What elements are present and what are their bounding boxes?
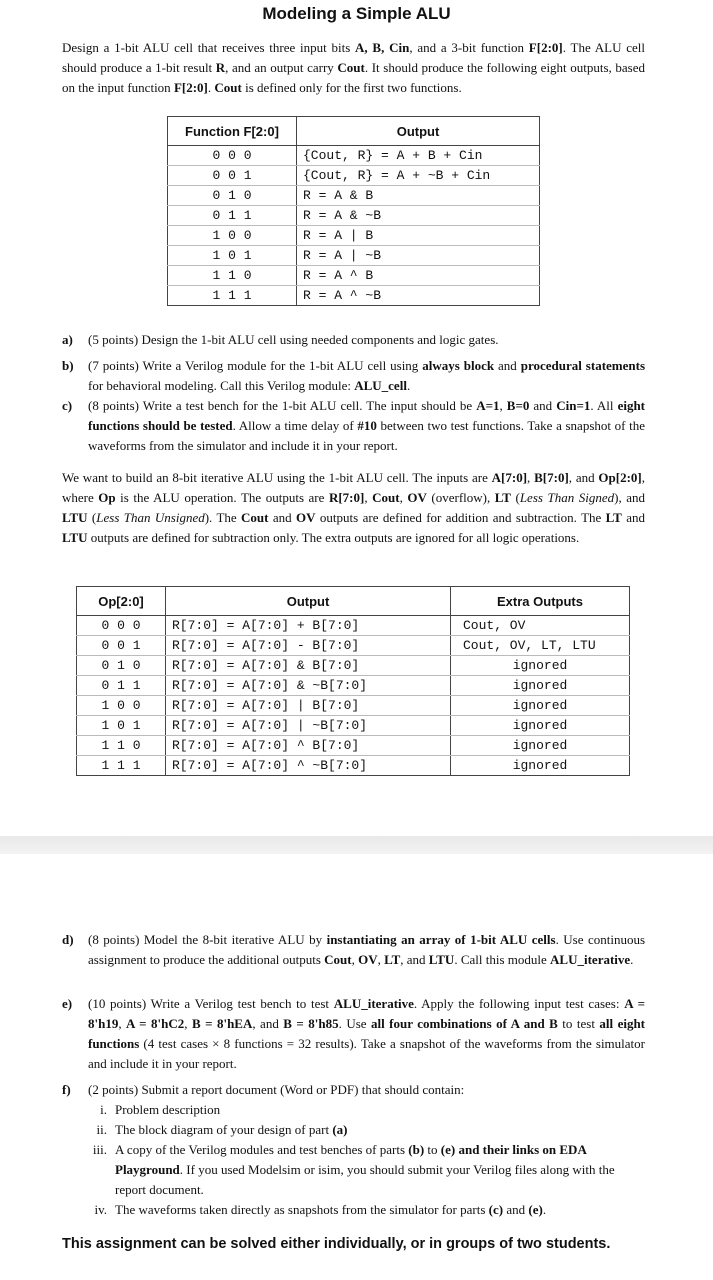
question-a: [62, 330, 645, 350]
table-row: [168, 286, 540, 306]
extra-outputs: ignored: [451, 676, 630, 696]
function-code: 0 1 0: [168, 186, 297, 206]
question-label: b): [62, 358, 74, 373]
op-code: 1 1 0: [77, 736, 166, 756]
table-row: [77, 736, 630, 756]
report-item-text: The waveforms taken directly as snapshots from the simulator for parts (c) and (e).: [115, 1202, 547, 1217]
function-table: [167, 116, 540, 306]
function-output: R = A | B: [297, 226, 540, 246]
op-output: R[7:0] = A[7:0] ^ ~B[7:0]: [166, 756, 451, 776]
op-code: 0 0 0: [77, 616, 166, 636]
table-header-row: [77, 587, 630, 616]
extra-outputs: ignored: [451, 656, 630, 676]
function-output: R = A | ~B: [297, 246, 540, 266]
table-row: [77, 616, 630, 636]
question-text: (5 points) Design the 1-bit ALU cell using needed components and logic gates.: [88, 332, 499, 347]
table-row: [77, 756, 630, 776]
function-code: 1 0 0: [168, 226, 297, 246]
function-code: 0 0 0: [168, 146, 297, 166]
table-row: [77, 656, 630, 676]
question-label: a): [62, 332, 73, 347]
function-output: {Cout, R} = A + B + Cin: [297, 146, 540, 166]
report-item-i: [85, 1100, 645, 1120]
question-d: [62, 930, 645, 970]
function-code: 1 1 0: [168, 266, 297, 286]
question-label: c): [62, 398, 73, 413]
table-row: [168, 226, 540, 246]
question-label: d): [62, 932, 74, 947]
question-e: [62, 994, 645, 1074]
op-code: 1 1 1: [77, 756, 166, 776]
op-code: 1 0 1: [77, 716, 166, 736]
op-output: R[7:0] = A[7:0] & B[7:0]: [166, 656, 451, 676]
extra-outputs: Cout, OV, LT, LTU: [451, 636, 630, 656]
op-code: 1 0 0: [77, 696, 166, 716]
op-output: R[7:0] = A[7:0] + B[7:0]: [166, 616, 451, 636]
extra-outputs: ignored: [451, 736, 630, 756]
column-header: Function F[2:0]: [168, 117, 297, 146]
op-output: R[7:0] = A[7:0] & ~B[7:0]: [166, 676, 451, 696]
question-f: [62, 1080, 645, 1100]
question-b: [62, 356, 645, 396]
table-row: [168, 186, 540, 206]
column-header: Output: [166, 587, 451, 616]
extra-outputs: ignored: [451, 696, 630, 716]
op-output: R[7:0] = A[7:0] - B[7:0]: [166, 636, 451, 656]
function-output: R = A & ~B: [297, 206, 540, 226]
report-item-iii: [85, 1140, 645, 1200]
page-title: Modeling a Simple ALU: [262, 4, 451, 23]
iterative-alu-paragraph: We want to build an 8-bit iterative ALU using the 1-bit ALU cell. The inputs are A[7:0], B[7:0], and Op[2:0], where Op is the ALU operation. The outputs are R[7:0], Cout, OV (overflow), LT (Less Than Signed), and LTU (Less Than Unsigned). The Cout and OV outputs are defined for addition and subtraction. The LT and LTU outputs are defined for subtraction only. The extra outputs are ignored for all logic operations.: [62, 470, 646, 545]
operation-table: [76, 586, 630, 776]
table-row: [77, 716, 630, 736]
question-text: (8 points) Write a test bench for the 1-bit ALU cell. The input should be A=1, B=0 and Cin=1. All eight functions should be tested. Allow a time delay of #10 between two test functions. Take a snapshot of the waveforms from the simulator and include it in your report.: [88, 398, 646, 453]
page-gap: [0, 836, 713, 854]
function-output: {Cout, R} = A + ~B + Cin: [297, 166, 540, 186]
column-header: Extra Outputs: [451, 587, 630, 616]
function-code: 0 0 1: [168, 166, 297, 186]
function-output: R = A & B: [297, 186, 540, 206]
roman-numeral: ii.: [96, 1122, 107, 1137]
question-text: (8 points) Model the 8-bit iterative ALU by instantiating an array of 1-bit ALU cells. Use continuous assignment to produce the additional outputs Cout, OV, LT, and LTU. Call this module ALU_iterative.: [88, 932, 645, 967]
page-2: [0, 854, 713, 1280]
question-c: [62, 396, 645, 456]
op-output: R[7:0] = A[7:0] | ~B[7:0]: [166, 716, 451, 736]
roman-numeral: i.: [100, 1102, 107, 1117]
function-code: 1 0 1: [168, 246, 297, 266]
table-row: [168, 246, 540, 266]
table-row: [168, 266, 540, 286]
question-label: f): [62, 1082, 71, 1097]
function-code: 0 1 1: [168, 206, 297, 226]
table-header-row: [168, 117, 540, 146]
function-output: R = A ^ B: [297, 266, 540, 286]
op-code: 0 1 1: [77, 676, 166, 696]
roman-numeral: iv.: [94, 1202, 107, 1217]
report-item-ii: [85, 1120, 645, 1140]
intro-paragraph: Design a 1-bit ALU cell that receives three input bits A, B, Cin, and a 3-bit function F[2:0]. The ALU cell should produce a 1-bit result R, and an output carry Cout. It should produce the following eight outputs, based on the input function F[2:0]. Cout is defined only for the first two functions.: [62, 40, 646, 95]
column-header: Output: [297, 117, 540, 146]
footer-note: This assignment can be solved either individually, or in groups of two students.: [62, 1236, 611, 1252]
function-output: R = A ^ ~B: [297, 286, 540, 306]
roman-numeral: iii.: [92, 1142, 107, 1157]
table-row: [168, 166, 540, 186]
op-output: R[7:0] = A[7:0] ^ B[7:0]: [166, 736, 451, 756]
extra-outputs: Cout, OV: [451, 616, 630, 636]
op-code: 0 0 1: [77, 636, 166, 656]
table-row: [168, 146, 540, 166]
table-row: [168, 206, 540, 226]
report-item-text: A copy of the Verilog modules and test benches of parts (b) to (e) and their links on EDA Playground. If you used Modelsim or isim, you should submit your Verilog files along with the report document.: [115, 1142, 615, 1197]
op-code: 0 1 0: [77, 656, 166, 676]
report-item-text: Problem description: [115, 1102, 221, 1117]
op-output: R[7:0] = A[7:0] | B[7:0]: [166, 696, 451, 716]
extra-outputs: ignored: [451, 716, 630, 736]
table-row: [77, 676, 630, 696]
question-text: (7 points) Write a Verilog module for the 1-bit ALU cell using always block and procedural statements for behavioral modeling. Call this Verilog module: ALU_cell.: [88, 358, 646, 393]
table-row: [77, 636, 630, 656]
report-item-iv: [85, 1200, 645, 1220]
question-text: (10 points) Write a Verilog test bench to test ALU_iterative. Apply the following input test cases: A = 8'h19, A = 8'hC2, B = 8'hEA, and B = 8'h85. Use all four combinations of A and B to test all eight functions (4 test cases × 8 functions = 32 results). Take a snapshot of the waveforms from the simulator and include it in your report.: [88, 996, 646, 1071]
report-item-text: The block diagram of your design of part (a): [115, 1122, 348, 1137]
question-label: e): [62, 996, 73, 1011]
column-header: Op[2:0]: [77, 587, 166, 616]
question-text: (2 points) Submit a report document (Word or PDF) that should contain:: [88, 1082, 465, 1097]
function-code: 1 1 1: [168, 286, 297, 306]
extra-outputs: ignored: [451, 756, 630, 776]
table-row: [77, 696, 630, 716]
